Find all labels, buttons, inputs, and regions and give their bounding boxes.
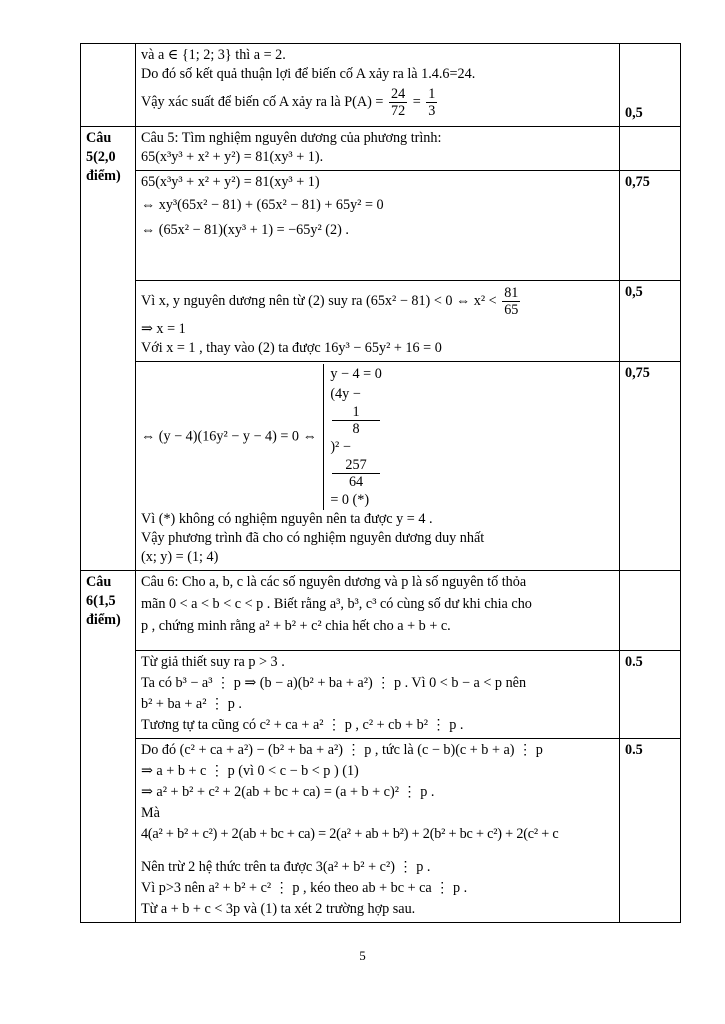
fraction-denominator: 65 (504, 302, 519, 318)
solution-cell (136, 171, 620, 281)
solution-cell (136, 739, 620, 923)
table-row (81, 362, 681, 571)
question-cell-empty (81, 44, 136, 127)
score-cell: 0,75 (620, 171, 681, 281)
text-line: và a ∈ {1; 2; 3} thì a = 2. (141, 47, 286, 63)
text-line: Mà (141, 805, 160, 821)
math-line (141, 364, 614, 510)
system-part: (4y − (330, 386, 361, 402)
fraction-numerator: 1 (332, 404, 379, 421)
system-line: y − 4 = 0 (330, 366, 382, 382)
table-row (81, 651, 681, 739)
math-line: ⇒ x = 1 (141, 321, 186, 337)
table-row (81, 739, 681, 923)
score-cell: 0,5 (620, 281, 681, 362)
text-line: Vậy phương trình đã cho có nghiệm nguyên dương duy nhất (141, 530, 485, 546)
text-line: Do đó (c² + ca + a²) − (b² + ba + a²) ⋮ p , tức là (c − b)(c + b + a) ⋮ p (141, 742, 543, 758)
fraction-denominator: 64 (348, 474, 364, 490)
table-row (81, 281, 681, 362)
score-cell-empty (620, 571, 681, 651)
solution-table (80, 43, 681, 923)
text-line: Từ a + b + c < 3p và (1) ta xét 2 trường hợp sau. (141, 901, 416, 917)
text-line: ⇒ a² + b² + c² + 2(ab + bc + ca) = (a + b + c)² ⋮ p . (141, 784, 435, 800)
system-part: )² − (330, 439, 351, 455)
fraction-numerator: 257 (332, 457, 379, 474)
statement-line: mãn 0 < a < b < c < p . Biết rằng a³, b³, c³ có cùng số dư khi chia cho (141, 596, 532, 612)
question-label-q6: Câu 6(1,5 điểm) (81, 571, 136, 923)
probability-line (141, 86, 614, 119)
fraction (426, 86, 437, 119)
math-line: ⇔ xy³(65x² − 81) + (65x² − 81) + 65y² = 0 (141, 197, 384, 213)
text-line: Tương tự ta cũng có c² + ca + a² ⋮ p , c² + cb + b² ⋮ p . (141, 717, 464, 733)
statement-equation: 65(x³y³ + x² + y²) = 81(xy³ + 1). (141, 149, 324, 165)
solution-cell (136, 651, 620, 739)
math-line-prefix: Vì x, y nguyên dương nên từ (2) suy ra (65x² − 81) < 0 ⇔ x² < (141, 292, 501, 309)
fraction (502, 285, 520, 318)
table-row (81, 127, 681, 171)
text-line: ⇒ a + b + c ⋮ p (vì 0 < c − b < p ) (1) (141, 763, 359, 779)
math-line: ⇔ (65x² − 81)(xy³ + 1) = −65y² (2) . (141, 222, 349, 238)
fraction (332, 404, 379, 437)
equals-sign: = (409, 93, 425, 110)
fraction-numerator: 81 (504, 285, 519, 301)
solution-cell (136, 281, 620, 362)
score-cell: 0.5 (620, 739, 681, 923)
fraction (332, 457, 379, 490)
text-line: Vì p>3 nên a² + b² + c² ⋮ p , kéo theo ab + bc + ca ⋮ p . (141, 880, 468, 896)
math-line: Với x = 1 , thay vào (2) ta được 16y³ − 65y² + 16 = 0 (141, 340, 442, 356)
fraction-numerator: 1 (428, 86, 436, 102)
equation-system (323, 364, 381, 510)
text-line: Từ giả thiết suy ra p > 3 . (141, 654, 285, 670)
system-line (330, 384, 381, 510)
score-cell: 0,75 (620, 362, 681, 571)
fraction (389, 86, 407, 119)
fraction-denominator: 8 (352, 421, 360, 437)
statement-line: p , chứng minh rằng a² + b² + c² chia hết cho a + b + c. (141, 618, 451, 634)
spacer (141, 844, 614, 858)
table-row (81, 44, 681, 127)
table-row (81, 571, 681, 651)
text-line: b² + ba + a² ⋮ p . (141, 696, 242, 712)
probability-prefix: Vậy xác suất để biến cố A xảy ra là P(A) = (141, 93, 387, 110)
score-cell: 0,5 (620, 44, 681, 127)
fraction-denominator: 3 (428, 103, 436, 119)
math-line: 65(x³y³ + x² + y²) = 81(xy³ + 1) (141, 174, 320, 190)
statement-line: Câu 5: Tìm nghiệm nguyên dương của phương trình: (141, 130, 442, 146)
question-label-q5: Câu 5(2,0 điểm) (81, 127, 136, 571)
score-cell: 0.5 (620, 651, 681, 739)
question-statement (136, 127, 620, 171)
text-line: Do đó số kết quả thuận lợi để biến cố A xảy ra là 1.4.6=24. (141, 66, 476, 82)
fraction-denominator: 72 (390, 103, 406, 119)
system-part: = 0 (*) (330, 492, 370, 508)
question-statement (136, 571, 620, 651)
page-number: 5 (359, 948, 366, 963)
math-line: (x; y) = (1; 4) (141, 549, 219, 565)
statement-line: Câu 6: Cho a, b, c là các số nguyên dương và p là số nguyên tố thỏa (141, 574, 527, 590)
factorization: ⇔ (y − 4)(16y² − y − 4) = 0 ⇔ (141, 428, 321, 445)
solution-cell (136, 44, 620, 127)
fraction-numerator: 24 (390, 86, 406, 102)
math-line (141, 285, 614, 318)
score-cell-empty (620, 127, 681, 171)
text-line: Vì (*) không có nghiệm nguyên nên ta được y = 4 . (141, 511, 433, 527)
text-line: 4(a² + b² + c²) + 2(ab + bc + ca) = 2(a² + ab + b²) + 2(b² + bc + c²) + 2(c² + c (141, 826, 559, 842)
text-line: Ta có b³ − a³ ⋮ p ⇒ (b − a)(b² + ba + a²) ⋮ p . Vì 0 < b − a < p nên (141, 675, 527, 691)
solution-cell (136, 362, 620, 571)
table-row (81, 171, 681, 281)
text-line: Nên trừ 2 hệ thức trên ta được 3(a² + b² + c²) ⋮ p . (141, 859, 431, 875)
